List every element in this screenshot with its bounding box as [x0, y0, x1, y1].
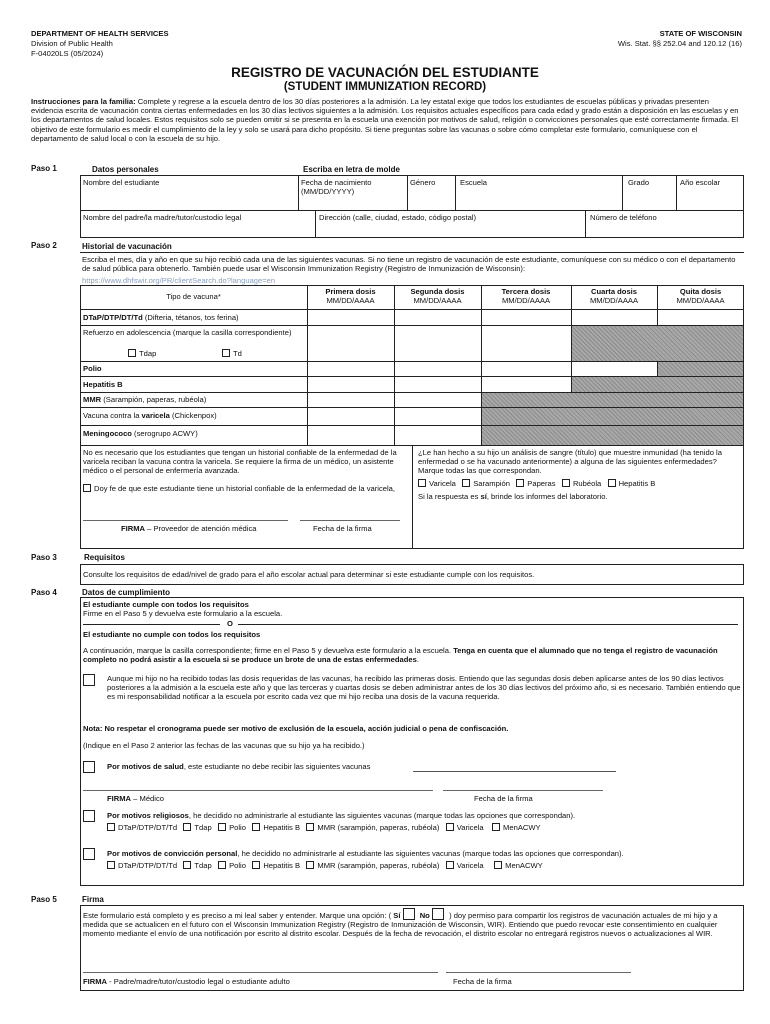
address-field[interactable]: Dirección (calle, ciudad, estado, código postal) [319, 213, 477, 222]
rel-dtap-checkbox[interactable]: DTaP/DTP/DT/Td [107, 823, 177, 832]
religious-exemption-text: Por motivos religiosos, he decidido no administrarle al estudiante las siguientes vacunas (marque todas las opciones que correspondan). [107, 811, 576, 820]
unused-hepb-cell [572, 377, 743, 392]
dose2-header: Segunda dosis MM/DD/AAAA [410, 287, 465, 306]
titer-paperas-checkbox[interactable]: Paperas [516, 479, 555, 488]
rel-polio-checkbox[interactable]: Polio [218, 823, 246, 832]
indicate-dates-note: (Indique en el Paso 2 anterior las fechas de las vacunas que su hijo ya ha recibido.) [83, 741, 365, 750]
unused-polio-cell [658, 362, 743, 376]
step3-title: Requisitos [84, 553, 125, 562]
conv-tdap-checkbox[interactable]: Tdap [183, 861, 211, 870]
provider-signature-date: Fecha de la firma [313, 524, 372, 533]
state-name: STATE OF WISCONSIN [659, 29, 742, 38]
rel-varicela-checkbox[interactable]: Varicela [446, 823, 484, 832]
in-progress-checkbox[interactable] [83, 672, 98, 690]
conv-hepb-checkbox[interactable]: Hepatitis B [252, 861, 300, 870]
school-year-field[interactable]: Año escolar [680, 178, 721, 187]
step5-title: Firma [82, 895, 104, 904]
parent-signature-date: Fecha de la firma [453, 977, 512, 986]
page-title: REGISTRO DE VACUNACIÓN DEL ESTUDIANTE [231, 65, 539, 80]
dose5-header: Quita dosis MM/DD/AAAA [676, 287, 725, 306]
page-subtitle: (STUDENT IMMUNIZATION RECORD) [283, 81, 487, 93]
not-complies-heading: El estudiante no cumple con todos los requisitos [83, 630, 261, 639]
requirements-text: Consulte los requisitos de edad/nivel de grado para el año escolar actual para determinar si este estudiante cumple con los requisitos. [83, 570, 535, 579]
or-separator: O [227, 619, 233, 628]
print-note: Escriba en letra de molde [303, 165, 400, 174]
titer-options [418, 479, 740, 488]
rel-menacwy-checkbox[interactable]: MenACWY [492, 823, 541, 832]
conv-mmr-checkbox[interactable]: MMR (sarampión, paperas, rubéola) [306, 861, 439, 870]
conviction-exemption-text: Por motivos de convicción personal, he decidido no administrarle al estudiante las siguientes vacunas (marque todas las opciones que correspondan). [107, 849, 624, 858]
religious-exemption-checkbox[interactable] [83, 808, 98, 826]
school-field[interactable]: Escuela [460, 178, 488, 187]
division-name: Division of Public Health [31, 39, 113, 48]
gender-field[interactable]: Género [410, 178, 436, 187]
religious-vaccine-options [107, 823, 541, 832]
provider-signature: FIRMA – Proveedor de atención médica [121, 524, 257, 533]
titer-hepb-checkbox[interactable]: Hepatitis B [608, 479, 656, 488]
step1-label: Paso 1 [31, 164, 57, 173]
step2-title: Historial de vacunación [82, 242, 172, 251]
rel-hepb-checkbox[interactable]: Hepatitis B [252, 823, 300, 832]
not-complies-instructions: A continuación, marque la casilla correspondiente; firme en el Paso 5 y devuelva este formulario a la escuela. Tenga en cuenta que el alumnado que no tenga el registro de vacunación completo no podrá asistir a la escuela si se produce un brote de una de estas enfermedades. [83, 646, 718, 665]
birth-date-field[interactable]: Fecha de nacimiento (MM/DD/YYYY) [301, 178, 372, 197]
conv-menacwy-checkbox[interactable]: MenACWY [494, 861, 543, 870]
step5-label: Paso 5 [31, 895, 57, 904]
varicella-attest[interactable]: Doy fe de que este estudiante tiene un historial confiable de la enfermedad de la varicela, [83, 484, 403, 493]
in-progress-text: Aunque mi hijo no ha recibido todas las dosis requeridas de las vacunas, ha recibido las primeras dosis. Entiendo que las segundas dosis deben aplicarse antes de los 90 días lectivos posteriores a la admisión a la escuela este año y que las terceras y cuartas dosis se deben administrar antes de los 30 días lectivos del próximo año, si es necesario. También entiendo que es mi responsabilidad notificar a la escuela por escrito cada vez que mi hijo reciba una dosis de la vacuna requerida. [107, 674, 741, 702]
titer-sarampion-checkbox[interactable]: Sarampión [462, 479, 510, 488]
complies-heading: El estudiante cumple con todos los requisitos [83, 600, 249, 609]
dose3-header: Tercera dosis MM/DD/AAAA [501, 287, 551, 306]
wir-url-link[interactable]: https://www.dhfswir.org/PR/clientSearch.do?language=en [82, 276, 276, 285]
doctor-signature: FIRMA – Médico [107, 794, 164, 803]
rel-mmr-checkbox[interactable]: MMR (sarampión, paperas, rubéola) [306, 823, 439, 832]
conv-varicela-checkbox[interactable]: Varicela [446, 861, 484, 870]
parent-name-field[interactable]: Nombre del padre/la madre/tutor/custodio legal [83, 213, 242, 222]
conv-polio-checkbox[interactable]: Polio [218, 861, 246, 870]
row-dtap: DTaP/DTP/DT/Td (Difteria, tétanos, tos ferina) [83, 313, 239, 322]
titer-yes-note: Si la respuesta es sí, brinde los informes del laboratorio. [418, 492, 608, 501]
vaccine-type-header: Tipo de vacuna* [166, 292, 221, 301]
health-exemption-checkbox[interactable] [83, 759, 98, 777]
row-varicela: Vacuna contra la varicela (Chickenpox) [83, 411, 217, 420]
instructions-label: Instrucciones para la familia: [31, 97, 136, 106]
rel-tdap-checkbox[interactable]: Tdap [183, 823, 211, 832]
row-polio: Polio [83, 364, 102, 373]
consent-text: Este formulario está completo y es preciso a mi leal saber y entender. Marque una opción: ( Sí No ) doy permiso para compartir los registros de vacunación actuales de mi hijo y a medida que se actualicen en el futuro con el Wisconsin Immunization Registry (Registro de Inmunización de Wisconsin, WIR). Entiendo que puedo revocar este consentimiento en cualquier momento mediante el envío de una notificación por escrito al distrito escolar. Después de la fecha de revocación, el distrito escolar no entregará registros nuevos o actualizaciones al WIR. [83, 908, 739, 939]
td-checkbox[interactable]: Td [222, 349, 242, 358]
phone-field[interactable]: Número de teléfono [590, 213, 657, 222]
dose4-header: Cuarta dosis MM/DD/AAAA [589, 287, 639, 306]
statute-reference: Wis. Stat. §§ 252.04 and 120.12 (16) [617, 39, 742, 48]
row-hepb: Hepatitis B [83, 380, 123, 389]
consent-yes-option[interactable]: Sí [393, 911, 417, 920]
parent-signature: FIRMA - Padre/madre/tutor/custodio legal o estudiante adulto [83, 977, 290, 986]
row-booster: Refuerzo en adolescencia (marque la casilla correspondiente) [83, 328, 292, 337]
grade-field[interactable]: Grado [628, 178, 650, 187]
dose1-header: Primera dosis MM/DD/AAAA [325, 287, 376, 306]
unused-mmr-varicela-mening-cells [482, 393, 743, 445]
varicella-history-text: No es necesario que los estudiantes que tengan un historial confiable de la enfermedad de la varicela reciban la vacuna contra la varicela. Se requiere la firma de un médico, un asistente médico o el personal de enfermería avanzada. [83, 448, 397, 476]
doctor-signature-date: Fecha de la firma [474, 794, 533, 803]
complies-note: Firme en el Paso 5 y devuelva este formulario a la escuela. [83, 609, 283, 618]
unused-booster-cell [572, 326, 743, 361]
titer-rubeola-checkbox[interactable]: Rubéola [562, 479, 601, 488]
step4-title: Datos de cumplimiento [82, 588, 171, 597]
department-name: DEPARTMENT OF HEALTH SERVICES [31, 29, 169, 38]
titer-varicela-checkbox[interactable]: Varicela [418, 479, 456, 488]
conviction-vaccine-options [107, 861, 543, 870]
student-name-field[interactable]: Nombre del estudiante [83, 178, 160, 187]
instructions-text: Complete y regrese a la escuela dentro de los 30 días posteriores a la admisión. La ley estatal exige que todos los estudiantes de escuelas públicas y privadas presenten evidencia escrita de vacunación contra ciertas enfermedades en los 30 días lectivos siguientes a la admisión. Los requisitos actuales específicos para cada edad y grado están a disposición en las escuelas y en los departamentos de salud locales. Estos requisitos solo se pueden omitir si se presenta en la escuela una exención por motivos de salud, religión o convicciones personales que esté correctamente firmada. El objetivo de este formulario es medir el cumplimiento de la ley y solo se usará para dicho propósito. Si tiene preguntas sobre las vacunas o sobre cómo completar este formulario, comuníquese con el departamento de salud local o con la escuela de su hijo. [31, 97, 739, 143]
step3-label: Paso 3 [31, 553, 57, 562]
step1-title: Datos personales [92, 165, 159, 174]
step2-label: Paso 2 [31, 241, 57, 250]
conviction-exemption-checkbox[interactable] [83, 846, 98, 864]
health-exemption-text: Por motivos de salud, este estudiante no debe recibir las siguientes vacunas [107, 762, 371, 771]
titer-question: ¿Le han hecho a su hijo un análisis de sangre (título) que muestre inmunidad (ha tenido la enfermedad o se ha vacunado anteriormente) a alguna de las siguientes enfermedades? Marque todas las que correspondan. [418, 448, 722, 476]
instructions [31, 97, 743, 143]
form-number: F-04020LS (05/2024) [31, 49, 104, 58]
schedule-note: Nota: No respetar el cronograma puede ser motivo de exclusión de la escuela, acción judicial o pena de confiscación. [83, 724, 509, 733]
row-mmr: MMR (Sarampión, paperas, rubéola) [83, 395, 207, 404]
conv-dtap-checkbox[interactable]: DTaP/DTP/DT/Td [107, 861, 177, 870]
tdap-checkbox[interactable]: Tdap [128, 349, 156, 358]
row-meningococo: Meningococo (serogrupo ACWY) [83, 429, 198, 438]
vaccination-intro: Escriba el mes, día y año en que su hijo recibió cada una de las siguientes vacunas. Si no tiene un registro de vacunación de este estudiante, comuníquese con su médico o con el departamento de salud pública para obtenerlo. También puede usar el Wisconsin Immunization Registry (Registro de Inmunización de Wisconsin): [82, 255, 736, 274]
step4-label: Paso 4 [31, 588, 57, 597]
consent-no-option[interactable]: No [420, 911, 447, 920]
